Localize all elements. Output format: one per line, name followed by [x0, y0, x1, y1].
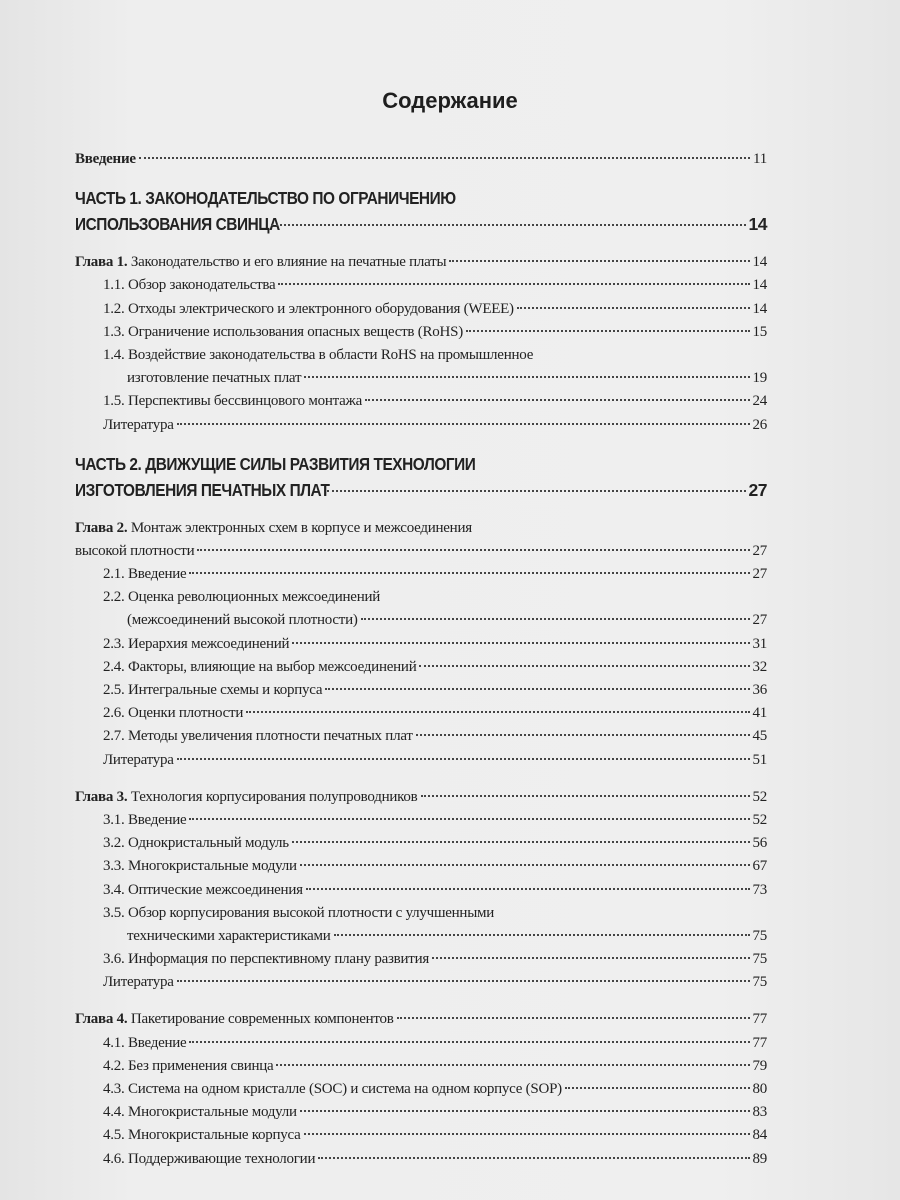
- toc-line: [75, 321, 767, 344]
- toc-line: [75, 1032, 767, 1055]
- entry-title: Монтаж электронных схем в корпусе и межсоединения: [127, 519, 472, 536]
- page-number: 73: [752, 881, 767, 898]
- toc-line: [75, 251, 767, 274]
- entry-title: изготовление печатных плат: [127, 370, 302, 387]
- page-number: 36: [752, 682, 767, 698]
- toc-line: [75, 148, 767, 171]
- dot-leader: [189, 572, 749, 574]
- toc-entry-section: [75, 321, 767, 344]
- toc-line: [75, 832, 767, 855]
- toc-line: [75, 609, 767, 632]
- entry-title: ИСПОЛЬЗОВАНИЯ СВИНЦА: [75, 214, 280, 235]
- dot-leader: [177, 980, 750, 982]
- page-number: 24: [752, 393, 767, 410]
- toc-entry-section: [75, 832, 767, 855]
- toc-entry-chapter: [75, 1008, 767, 1031]
- page-number: 14: [752, 277, 767, 294]
- page-number: 14: [748, 214, 767, 235]
- entry-title: 2.6. Оценки плотности: [103, 705, 244, 722]
- page-number: 31: [752, 635, 767, 652]
- dot-leader: [517, 307, 750, 309]
- page-number: 52: [752, 788, 767, 805]
- page-number: 26: [752, 416, 767, 433]
- toc-line: [75, 477, 767, 503]
- dot-leader: [565, 1087, 750, 1089]
- dot-leader: [189, 1041, 749, 1043]
- toc-line: [75, 1078, 767, 1101]
- entry-title: Литература: [103, 974, 174, 991]
- toc-line: [75, 786, 767, 809]
- toc-entry-section: [75, 809, 767, 832]
- toc-line: [75, 344, 767, 367]
- toc-entry-section: [75, 390, 767, 413]
- dot-leader: [419, 665, 749, 667]
- entry-title: 3.3. Многокристальные модули: [103, 858, 297, 875]
- toc-entry-part: [75, 185, 767, 237]
- toc-line: [75, 586, 767, 609]
- dot-leader: [416, 734, 750, 736]
- page-number: 15: [752, 323, 767, 340]
- entry-title: 4.2. Без применения свинца: [103, 1057, 274, 1074]
- page-number: 45: [752, 728, 767, 745]
- page-number: 14: [752, 254, 767, 271]
- page-number: 77: [752, 1034, 767, 1051]
- dot-leader: [177, 423, 750, 425]
- dot-leader: [276, 1064, 749, 1066]
- toc-entry-section: [75, 1055, 767, 1078]
- toc-entry-section: [75, 656, 767, 679]
- toc-line: [75, 1148, 767, 1171]
- page-number: 75: [752, 974, 767, 991]
- entry-title: ИЗГОТОВЛЕНИЯ ПЕЧАТНЫХ ПЛАТ: [75, 479, 330, 500]
- toc-line: [75, 749, 767, 772]
- dot-leader: [278, 283, 749, 285]
- toc-entry-section: [75, 879, 767, 902]
- dot-leader: [466, 330, 750, 332]
- toc-entry-section: [75, 679, 767, 702]
- toc-line: [75, 725, 767, 748]
- toc-line: [75, 656, 767, 679]
- entry-title: высокой плотности: [75, 542, 195, 559]
- dot-leader: [327, 490, 745, 492]
- entry-title: Технология корпусирования полупроводников: [127, 788, 418, 805]
- toc-line: [75, 1124, 767, 1147]
- toc-entry-section: [75, 971, 767, 994]
- dot-leader: [306, 888, 750, 890]
- entry-title: 1.2. Отходы электрического и электронного оборудования (WEEE): [103, 300, 514, 317]
- toc-line: [75, 633, 767, 656]
- dot-leader: [292, 642, 749, 644]
- entry-title: 1.1. Обзор законодательства: [103, 277, 276, 294]
- toc-line: [75, 1055, 767, 1078]
- entry-title: 2.3. Иерархия межсоединений: [103, 635, 290, 652]
- toc-entry-section: [75, 1148, 767, 1171]
- toc-line: [75, 679, 767, 702]
- entry-title: 2.2. Оценка революционных межсоединений: [103, 589, 381, 606]
- toc-line: [75, 925, 767, 948]
- dot-leader: [432, 957, 749, 959]
- toc-entry-chapter: [75, 517, 767, 563]
- dot-leader: [397, 1017, 750, 1019]
- dot-leader: [334, 934, 750, 936]
- entry-title: (межсоединений высокой плотности): [127, 612, 358, 629]
- page-number: 56: [752, 835, 767, 852]
- dot-leader: [365, 399, 749, 401]
- entry-title: Литература: [103, 416, 174, 433]
- toc-entry-section: [75, 586, 767, 632]
- toc-line: [75, 902, 767, 925]
- entry-title: 2.5. Интегральные схемы и корпуса: [103, 682, 323, 698]
- toc-line: [75, 451, 767, 477]
- toc-entry-section: [75, 563, 767, 586]
- toc-line: [75, 1008, 767, 1031]
- dot-leader: [300, 1110, 750, 1112]
- toc-line: [75, 185, 767, 211]
- dot-leader: [421, 795, 750, 797]
- page-number: 84: [752, 1127, 767, 1144]
- dot-leader: [449, 260, 749, 262]
- chapter-label: Глава 2.: [75, 519, 128, 536]
- dot-leader: [361, 618, 750, 620]
- toc-entry-section: [75, 414, 767, 437]
- toc-entry-section: [75, 702, 767, 725]
- toc-line: [75, 298, 767, 321]
- toc-line: [75, 390, 767, 413]
- toc-entry-section: [75, 855, 767, 878]
- toc-line: [75, 211, 767, 237]
- toc-entry-section: [75, 948, 767, 971]
- toc-entry-section: [75, 1124, 767, 1147]
- entry-title: ЧАСТЬ 2. ДВИЖУЩИЕ СИЛЫ РАЗВИТИЯ ТЕХНОЛОГИИ: [75, 453, 476, 474]
- toc-entry-section: [75, 902, 767, 948]
- dot-leader: [304, 1133, 750, 1135]
- page-number: 67: [752, 858, 767, 875]
- entry-title: 4.3. Система на одном кристалле (SOC) и система на одном корпусе (SOP): [103, 1081, 562, 1097]
- chapter-label: Глава 1.: [75, 254, 128, 271]
- toc-entry-section: [75, 725, 767, 748]
- dot-leader: [197, 549, 749, 551]
- toc-line: [75, 809, 767, 832]
- entry-title: 2.1. Введение: [103, 566, 187, 583]
- toc-line: [75, 540, 767, 563]
- entry-title: Литература: [103, 751, 174, 768]
- entry-title: техническими характеристиками: [127, 927, 331, 944]
- page-number: 41: [752, 705, 767, 722]
- page-number: 27: [752, 542, 767, 559]
- toc-line: [75, 948, 767, 971]
- page-number: 32: [752, 658, 767, 675]
- page-number: 14: [752, 300, 767, 317]
- toc-entry-section: [75, 1078, 767, 1101]
- dot-leader: [139, 157, 750, 159]
- toc-line: [75, 1101, 767, 1124]
- entry-title: 4.1. Введение: [103, 1034, 187, 1051]
- dot-leader: [304, 376, 749, 378]
- page-number: 11: [753, 151, 767, 167]
- toc-entry-section: [75, 749, 767, 772]
- entry-title: 1.3. Ограничение использования опасных веществ (RoHS): [103, 323, 463, 340]
- toc-entry-chapter: [75, 786, 767, 809]
- toc-line: [75, 414, 767, 437]
- entry-title: 3.2. Однокристальный модуль: [103, 835, 289, 852]
- entry-title: 2.4. Факторы, влияющие на выбор межсоединений: [103, 658, 417, 675]
- page-number: 89: [752, 1150, 767, 1167]
- entry-title: 2.7. Методы увеличения плотности печатных плат: [103, 728, 413, 745]
- entry-title: 4.4. Многокристальные модули: [103, 1104, 297, 1121]
- dot-leader: [177, 758, 750, 760]
- entry-title: 3.6. Информация по перспективному плану развития: [103, 951, 430, 968]
- page-number: 83: [752, 1104, 767, 1121]
- toc-line: [75, 517, 767, 540]
- toc-entry-section: [75, 1032, 767, 1055]
- dot-leader: [292, 841, 750, 843]
- page-number: 80: [752, 1081, 767, 1097]
- entry-title: 3.1. Введение: [103, 811, 187, 828]
- entry-title: Введение: [75, 151, 136, 167]
- entry-title: 4.6. Поддерживающие технологии: [103, 1150, 316, 1167]
- entry-title: 1.4. Воздействие законодательства в области RoHS на промышленное: [103, 346, 534, 363]
- dot-leader: [325, 688, 749, 690]
- toc-entry-section: [75, 298, 767, 321]
- page-number: 75: [752, 951, 767, 968]
- page-number: 27: [752, 612, 767, 629]
- page-number: 27: [748, 479, 767, 500]
- dot-leader: [318, 1157, 749, 1159]
- entry-title: 4.5. Многокристальные корпуса: [103, 1127, 301, 1144]
- toc-line: [75, 274, 767, 297]
- toc-line: [75, 855, 767, 878]
- entry-title: Пакетирование современных компонентов: [127, 1011, 394, 1028]
- toc-entry-section: [75, 344, 767, 390]
- table-of-contents: [75, 148, 767, 1171]
- dot-leader: [271, 224, 746, 226]
- entry-title: 3.5. Обзор корпусирования высокой плотности с улучшенными: [103, 904, 495, 921]
- page-number: 79: [752, 1057, 767, 1074]
- toc-entry-section: [75, 1101, 767, 1124]
- chapter-label: Глава 3.: [75, 788, 128, 805]
- toc-entry-part: [75, 451, 767, 503]
- toc-line: [75, 879, 767, 902]
- dot-leader: [246, 711, 749, 713]
- page-number: 77: [752, 1011, 767, 1028]
- toc-line: [75, 702, 767, 725]
- page-number: 19: [752, 370, 767, 387]
- page-number: 52: [752, 811, 767, 828]
- entry-title: 1.5. Перспективы бессвинцового монтажа: [103, 393, 363, 410]
- entry-title: ЧАСТЬ 1. ЗАКОНОДАТЕЛЬСТВО ПО ОГРАНИЧЕНИЮ: [75, 188, 456, 209]
- entry-title: Законодательство и его влияние на печатные платы: [127, 254, 447, 271]
- toc-line: [75, 367, 767, 390]
- toc-entry-section: [75, 274, 767, 297]
- dot-leader: [189, 818, 749, 820]
- page-title: Содержание: [382, 88, 518, 113]
- page-number: 75: [752, 927, 767, 944]
- toc-entry-chapter: [75, 251, 767, 274]
- chapter-label: Глава 4.: [75, 1011, 128, 1028]
- toc-line: [75, 971, 767, 994]
- entry-title: 3.4. Оптические межсоединения: [103, 881, 303, 898]
- dot-leader: [300, 864, 750, 866]
- toc-entry-section: [75, 633, 767, 656]
- toc-line: [75, 563, 767, 586]
- page-number: 51: [752, 751, 767, 768]
- page-number: 27: [752, 566, 767, 583]
- toc-entry-intro: [75, 148, 767, 171]
